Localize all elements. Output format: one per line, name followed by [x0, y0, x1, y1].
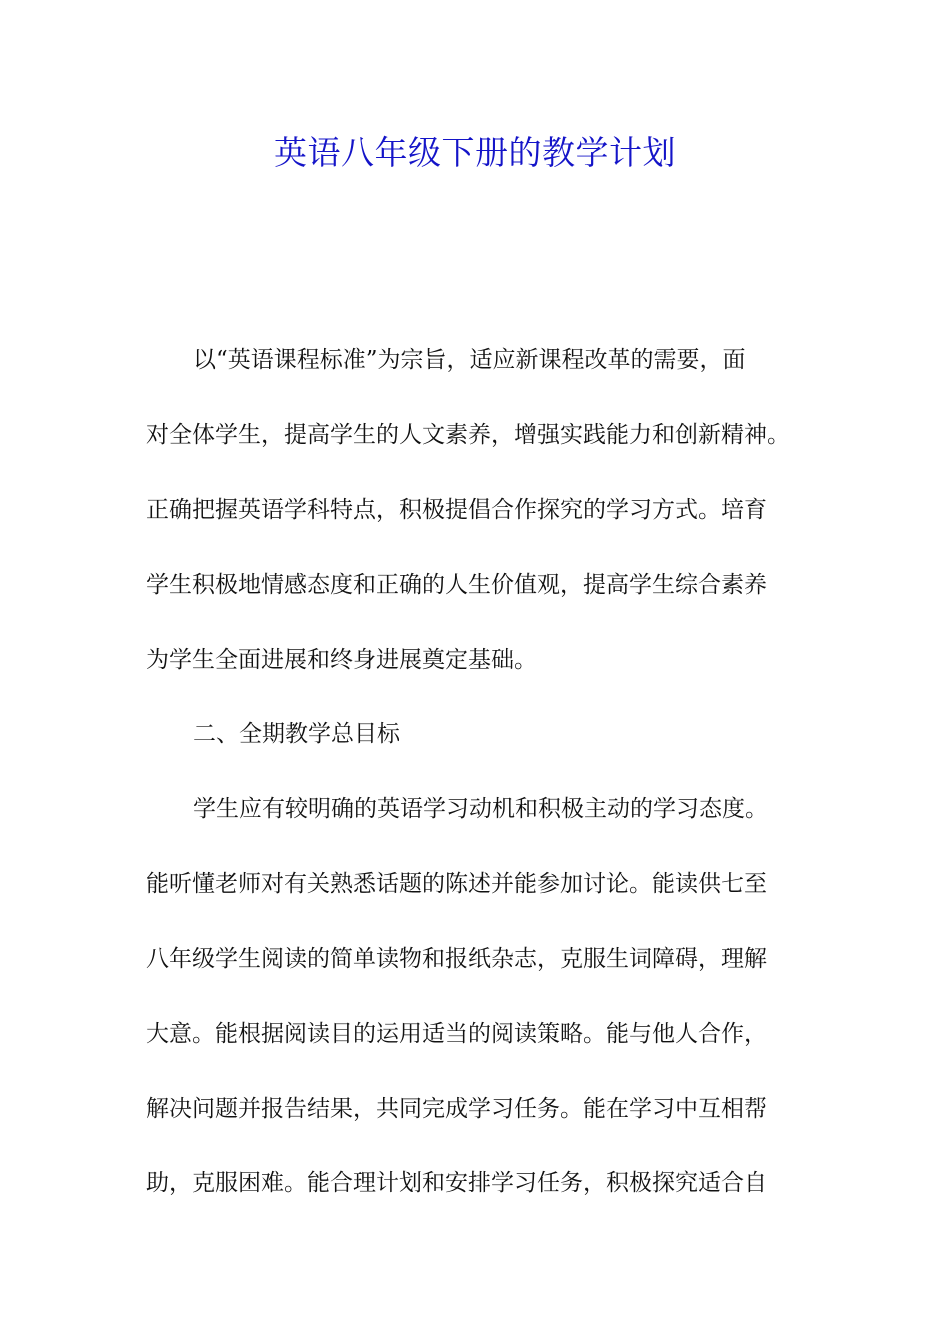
paragraph-2-line-6: 助，克服困难。能合理计划和安排学习任务，积极探究适合自 [146, 1170, 767, 1196]
document-title: 英语八年级下册的教学计划 [274, 133, 676, 172]
section-heading: 二、全期教学总目标 [193, 721, 400, 747]
paragraph-1-line-5: 为学生全面进展和终身进展奠定基础。 [146, 647, 537, 673]
paragraph-2-line-5: 解决问题并报告结果，共同完成学习任务。能在学习中互相帮 [146, 1096, 767, 1122]
paragraph-2-line-1: 学生应有较明确的英语学习动机和积极主动的学习态度。 [193, 796, 768, 822]
paragraph-1-line-1: 以“英语课程标准”为宗旨，适应新课程改革的需要，面 [193, 347, 746, 373]
paragraph-1-line-2: 对全体学生，提高学生的人文素养，增强实践能力和创新精神。 [146, 422, 790, 448]
paragraph-2-line-2: 能听懂老师对有关熟悉话题的陈述并能参加讨论。能读供七至 [146, 871, 767, 897]
paragraph-1-line-4: 学生积极地情感态度和正确的人生价值观，提高学生综合素养 [146, 572, 767, 598]
paragraph-2-line-4: 大意。能根据阅读目的运用适当的阅读策略。能与他人合作， [146, 1021, 767, 1047]
paragraph-1-line-3: 正确把握英语学科特点，积极提倡合作探究的学习方式。培育 [146, 497, 767, 523]
paragraph-2-line-3: 八年级学生阅读的简单读物和报纸杂志，克服生词障碍，理解 [146, 946, 767, 972]
